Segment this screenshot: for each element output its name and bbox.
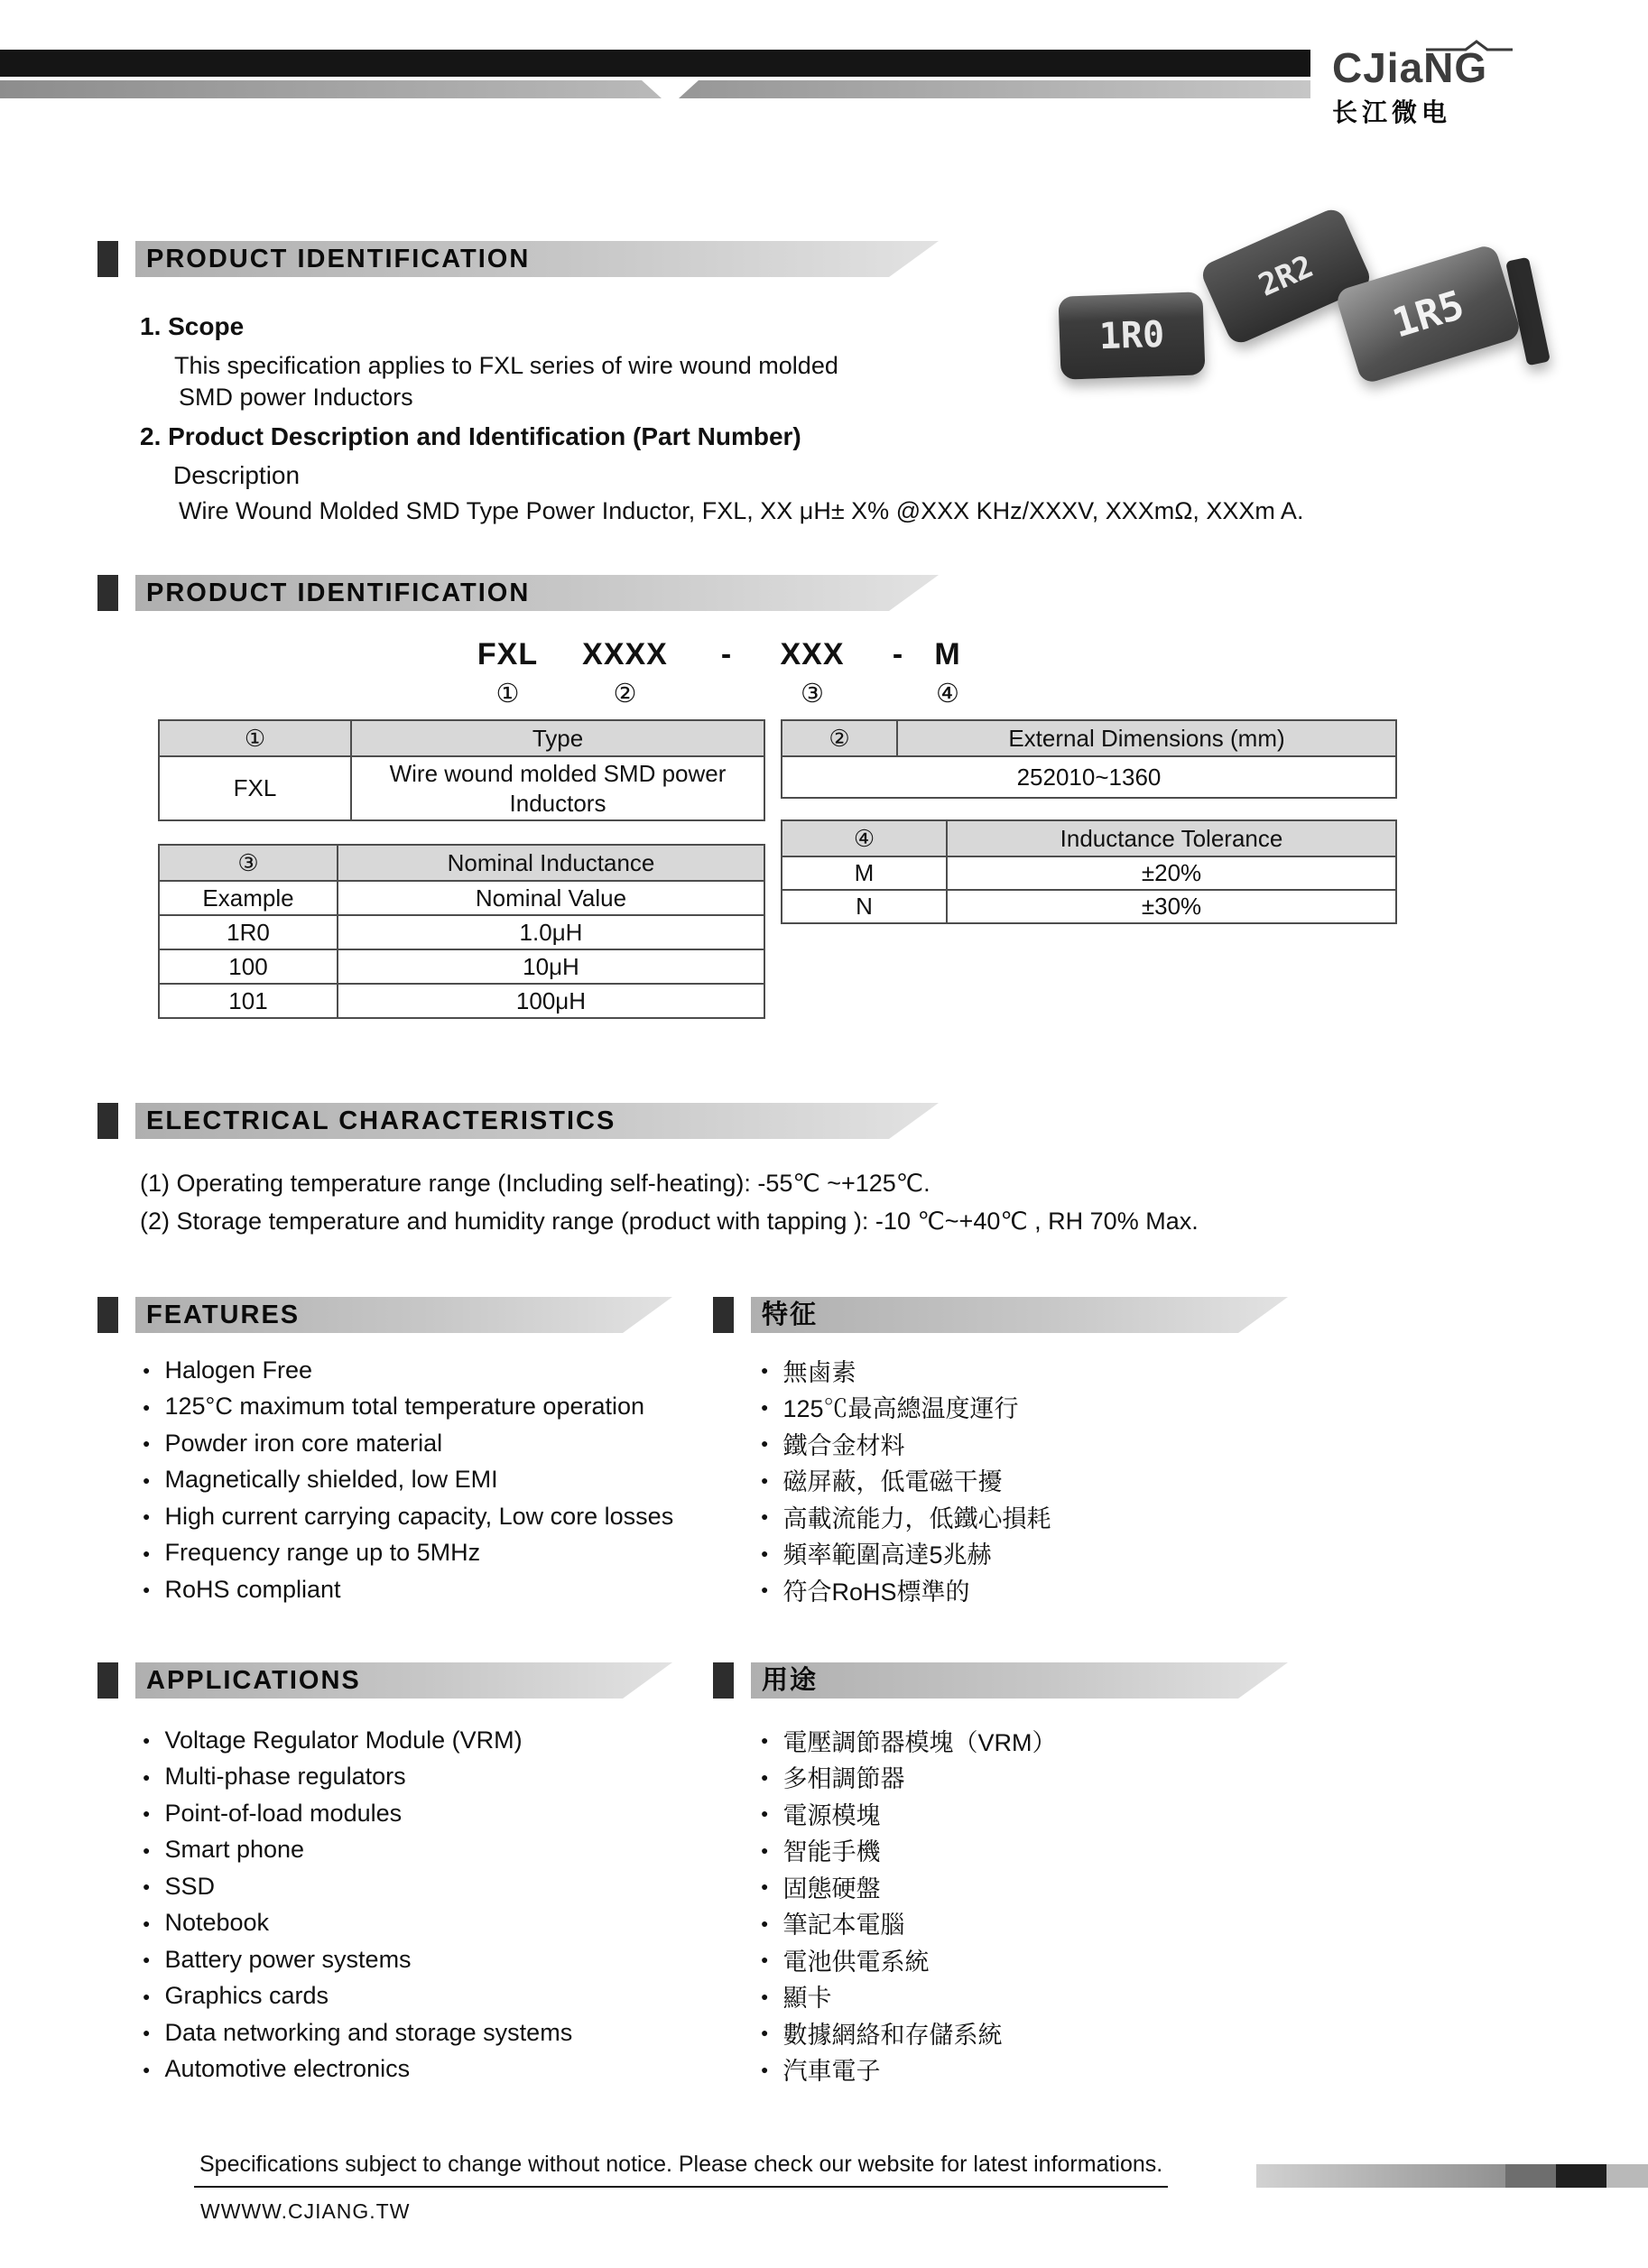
applications-list-en	[143, 1722, 572, 2087]
footer-website[interactable]: WWWW.CJIANG.TW	[200, 2199, 411, 2223]
scope-heading: 1. Scope	[140, 312, 245, 340]
feature-text: ● 頻率範圍高達5兆赫	[782, 1541, 992, 1569]
application-text: ● Multi-phase regulators	[164, 1763, 406, 1791]
table-row	[782, 856, 1396, 890]
application-item	[761, 2051, 1056, 2088]
inductor-marking: 1R0	[1098, 313, 1165, 358]
table-row	[159, 915, 764, 949]
banner-block	[713, 1662, 734, 1699]
table-header-row	[782, 720, 1396, 756]
tolerance-table	[781, 819, 1397, 924]
pn-segment: XXXX	[582, 637, 668, 671]
table-row	[159, 881, 764, 915]
pn-marker: ③	[801, 680, 824, 708]
title-cell: Inductance Tolerance	[947, 820, 1396, 856]
pn-segment: -	[720, 637, 733, 671]
company-logo	[1332, 40, 1567, 129]
feature-text: ● Frequency range up to 5MHz	[164, 1539, 481, 1567]
marker-cell: ③	[159, 845, 338, 881]
application-item	[143, 1978, 572, 2015]
cell-key: 101	[159, 984, 338, 1018]
application-text: ● 筆記本電腦	[782, 1912, 905, 1939]
application-text: ● 多相調節器	[782, 1765, 905, 1793]
applications-list-zh	[761, 1722, 1056, 2087]
feature-item	[143, 1425, 673, 1462]
section-title: 用途	[762, 1666, 819, 1695]
application-text: ● 數據網絡和存儲系統	[782, 2021, 1003, 2049]
feature-text: ● Halogen Free	[164, 1356, 313, 1384]
feature-item	[143, 1498, 673, 1535]
table-row	[159, 949, 764, 984]
section-title: PRODUCT IDENTIFICATION	[146, 579, 531, 607]
feature-text: ● 125°C maximum total temperature operation	[164, 1393, 645, 1421]
application-item	[761, 1795, 1056, 1832]
table-row	[159, 756, 764, 820]
feature-text: ● RoHS compliant	[164, 1575, 341, 1603]
table-header-row	[159, 720, 764, 756]
section-title: FEATURES	[146, 1301, 301, 1329]
cell-key: Example	[159, 881, 338, 915]
product-photos	[1058, 231, 1550, 422]
logo-accent-icon	[1426, 40, 1513, 52]
footer-bar-segment	[1606, 2164, 1648, 2188]
application-item	[761, 1722, 1056, 1759]
pn-segment: M	[934, 637, 961, 671]
application-item	[761, 2014, 1056, 2051]
pn-marker	[704, 678, 749, 709]
title-cell: Type	[351, 720, 764, 756]
pn-marker: ④	[936, 680, 959, 708]
part-number-markers	[469, 678, 975, 709]
application-item	[761, 1941, 1056, 1978]
application-item	[143, 2051, 572, 2088]
top-gray-bar-left	[0, 80, 662, 98]
banner-block	[97, 241, 118, 277]
footer-bar-segment	[1556, 2164, 1606, 2188]
application-item	[761, 1905, 1056, 1942]
section-title: ELECTRICAL CHARACTERISTICS	[146, 1106, 616, 1135]
cell-value: Wire wound molded SMD power Inductors	[351, 756, 764, 820]
banner-block	[97, 575, 118, 611]
pn-segment: FXL	[477, 637, 539, 671]
cell-value: 1.0μH	[338, 915, 764, 949]
feature-text: ● 高載流能力，低鐵心損耗	[782, 1504, 1051, 1532]
banner-block	[97, 1662, 118, 1699]
cell-value: 252010~1360	[782, 756, 1396, 798]
application-item	[761, 1868, 1056, 1905]
description-body: Wire Wound Molded SMD Type Power Inductor, FXL, XX μH± X% @XXX KHz/XXXV, XXXmΩ, XXXm A.	[179, 497, 1304, 524]
cell-value: Nominal Value	[338, 881, 764, 915]
application-item	[143, 1905, 572, 1942]
table-row	[159, 984, 764, 1018]
electrical-line-2: (2) Storage temperature and humidity range (product with tapping ): -10 ℃~+40℃ , RH 70% Max.	[140, 1208, 1199, 1235]
feature-text: ● 無鹵素	[782, 1358, 856, 1386]
section-title: 特征	[762, 1301, 819, 1329]
title-cell: External Dimensions (mm)	[897, 720, 1396, 756]
footer-note-text: Specifications subject to change without notice. Please check our website for latest informations.	[194, 2152, 1168, 2188]
pn-marker: ②	[613, 680, 637, 708]
table-row	[782, 890, 1396, 923]
application-item	[143, 1941, 572, 1978]
feature-item	[143, 1352, 673, 1389]
application-text: ● Point-of-load modules	[164, 1799, 403, 1827]
application-item	[143, 1832, 572, 1869]
description-subheading: Description	[173, 461, 301, 489]
banner-block	[713, 1297, 734, 1333]
banner-block	[97, 1297, 118, 1333]
pn-marker: ①	[495, 680, 520, 708]
feature-item	[761, 1352, 1051, 1389]
feature-item	[761, 1535, 1051, 1572]
application-text: ● Graphics cards	[164, 1982, 329, 2010]
application-item	[143, 1759, 572, 1796]
scope-line-2: SMD power Inductors	[179, 384, 413, 411]
banner-block	[97, 1103, 118, 1139]
inductor-marking: 1R5	[1387, 281, 1469, 347]
application-text: ● Battery power systems	[164, 1945, 412, 1973]
application-text: ● 電源模塊	[782, 1801, 881, 1829]
application-text: ● 固態硬盤	[782, 1875, 881, 1902]
application-item	[143, 2014, 572, 2051]
pn-marker	[875, 678, 921, 709]
cell-value: 100μH	[338, 984, 764, 1018]
section-title: APPLICATIONS	[146, 1666, 361, 1695]
description-heading: 2. Product Description and Identification (Part Number)	[140, 422, 801, 450]
feature-item	[761, 1425, 1051, 1462]
feature-item	[761, 1498, 1051, 1535]
feature-text: ● Powder iron core material	[164, 1429, 443, 1457]
nominal-inductance-table	[158, 844, 765, 1019]
cell-value: 10μH	[338, 949, 764, 984]
features-list-en	[143, 1352, 673, 1608]
application-text: ● 汽車電子	[782, 2058, 881, 2086]
cell-key: 100	[159, 949, 338, 984]
top-black-bar	[0, 50, 1310, 77]
application-text: ● 電池供電系統	[782, 1948, 930, 1976]
type-table	[158, 719, 765, 821]
application-item	[143, 1795, 572, 1832]
marker-cell: ①	[159, 720, 351, 756]
inductor-marking: 2R2	[1253, 248, 1319, 304]
feature-item	[761, 1571, 1051, 1608]
features-list-zh	[761, 1352, 1051, 1608]
application-item	[761, 1832, 1056, 1869]
table-row	[782, 756, 1396, 798]
section-title: PRODUCT IDENTIFICATION	[146, 245, 531, 273]
feature-item	[143, 1389, 673, 1426]
pn-segment: XXX	[780, 637, 845, 671]
application-text: ● Notebook	[164, 1909, 270, 1937]
top-gray-bar-right	[679, 80, 1310, 98]
feature-item	[143, 1571, 673, 1608]
footer-bar-segment	[1256, 2164, 1505, 2188]
cell-key: 1R0	[159, 915, 338, 949]
inductor-photo-1r0	[1058, 292, 1205, 380]
cell-value: ±30%	[947, 890, 1396, 923]
banner-shape	[751, 1662, 1288, 1699]
table-header-row	[782, 820, 1396, 856]
marker-cell: ②	[782, 720, 897, 756]
cell-key: N	[782, 890, 947, 923]
application-text: ● Voltage Regulator Module (VRM)	[164, 1726, 523, 1754]
electrical-line-1: (1) Operating temperature range (Including self-heating): -55℃ ~+125℃.	[140, 1170, 930, 1197]
application-text: ● SSD	[164, 1872, 215, 1900]
application-item	[761, 1978, 1056, 2015]
dimensions-table	[781, 719, 1397, 799]
application-text: ● 電壓調節器模塊（VRM）	[782, 1728, 1057, 1756]
table-header-row	[159, 845, 764, 881]
application-item	[761, 1759, 1056, 1796]
feature-item	[761, 1462, 1051, 1499]
feature-text: ● High current carrying capacity, Low core losses	[164, 1502, 674, 1530]
pn-segment: -	[892, 637, 904, 671]
feature-item	[143, 1535, 673, 1572]
application-text: ● 智能手機	[782, 1838, 881, 1866]
application-text: ● 顯卡	[782, 1985, 832, 2013]
part-number-diagram	[469, 637, 975, 709]
banner-shape	[751, 1297, 1288, 1333]
footer-decor-bar	[1256, 2164, 1648, 2188]
feature-item	[143, 1462, 673, 1499]
cell-key: M	[782, 856, 947, 890]
part-number-code	[469, 637, 975, 672]
application-item	[143, 1722, 572, 1759]
feature-text: ● 鐵合金材料	[782, 1431, 905, 1459]
cell-key: FXL	[159, 756, 351, 820]
feature-text: ● Magnetically shielded, low EMI	[164, 1466, 498, 1494]
application-text: ● Automotive electronics	[164, 2055, 411, 2083]
logo-wordmark: CJiaNG	[1332, 44, 1488, 91]
title-cell: Nominal Inductance	[338, 845, 764, 881]
feature-text: ● 符合RoHS標準的	[782, 1578, 970, 1606]
footer-bar-segment	[1505, 2164, 1556, 2188]
footer-note	[194, 2152, 1168, 2188]
scope-line-1: This specification applies to FXL series of wire wound molded	[174, 352, 838, 379]
cell-value: ±20%	[947, 856, 1396, 890]
feature-item	[761, 1389, 1051, 1426]
marker-cell: ④	[782, 820, 947, 856]
application-text: ● Smart phone	[164, 1836, 305, 1864]
feature-text: ● 磁屏蔽，低電磁干擾	[782, 1468, 1003, 1496]
application-item	[143, 1868, 572, 1905]
feature-text: ● 125℃最高總温度運行	[782, 1395, 1019, 1423]
application-text: ● Data networking and storage systems	[164, 2018, 573, 2046]
logo-chinese-name: 长江微电	[1332, 97, 1452, 126]
